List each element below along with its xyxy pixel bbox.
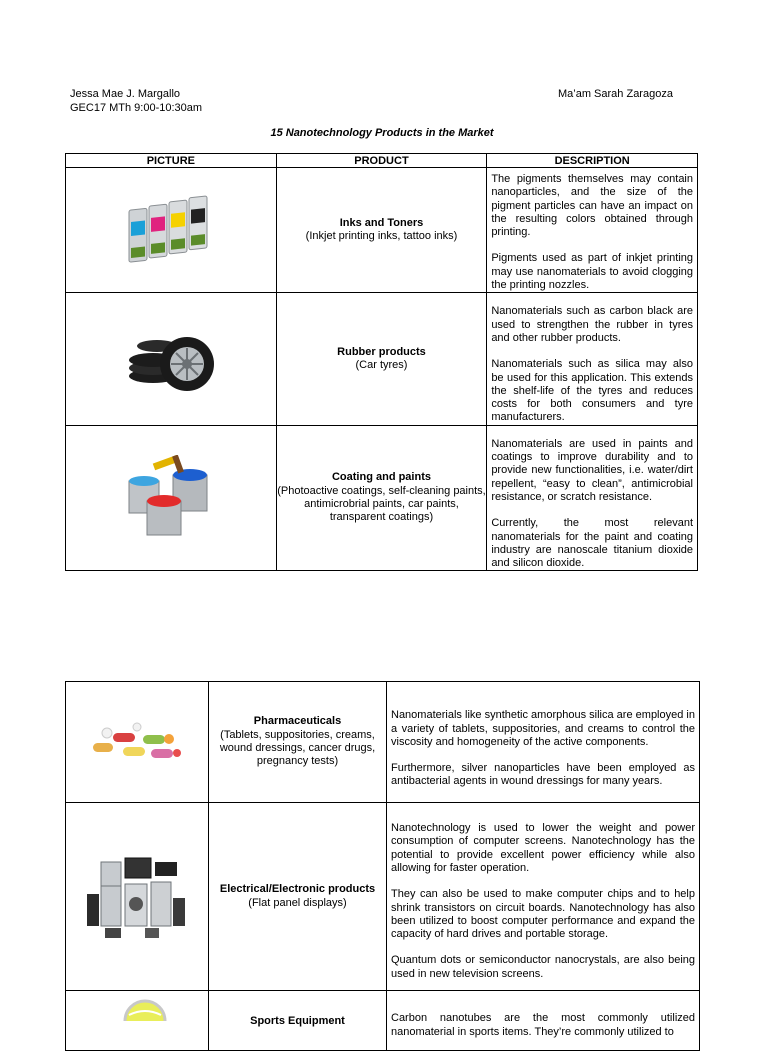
description-paragraph: Currently, the most relevant nanomaterials for the paint and coating industry are nanoscale titanium dioxide and silicon dioxide. bbox=[491, 517, 693, 570]
product-name: Inks and Toners bbox=[339, 216, 424, 229]
tennis-ball-icon bbox=[97, 991, 177, 1021]
product-cell bbox=[276, 425, 487, 571]
description-paragraph: Nanomaterials are used in paints and coatings to improve durability and to provide new functionalities, i.e. water/dirt repellent, “easy to clean”, antimicrobial resistance, or scratch resistance. bbox=[491, 437, 693, 503]
description-paragraph: Furthermore, silver nanoparticles have been employed as antibacterial agents in wound dressings for many years. bbox=[391, 762, 695, 788]
description-paragraph: Carbon nanotubes are the most commonly utilized nanomaterial in sports items. They’re commonly utilized to bbox=[391, 1012, 695, 1038]
product-subtitle: (Flat panel displays) bbox=[248, 896, 347, 909]
product-cell bbox=[276, 293, 487, 425]
description-paragraph: Nanomaterials such as carbon black are used to strengthen the rubber in tyres and other rubber products. bbox=[491, 305, 693, 344]
description-paragraph: The pigments themselves may contain nanoparticles, and the size of the pigment particles can have an impact on the resulting colors obtained through printing. bbox=[491, 173, 693, 239]
picture-cell bbox=[66, 425, 277, 571]
product-subtitle: (Tablets, suppositories, creams, wound dressings, cancer drugs, pregnancy tests) bbox=[219, 728, 376, 768]
product-subtitle: (Car tyres) bbox=[355, 359, 408, 372]
product-name: Electrical/Electronic products bbox=[219, 883, 376, 896]
picture-column-header: PICTURE bbox=[66, 154, 277, 168]
picture-cell bbox=[66, 682, 209, 803]
description-paragraph: Nanotechnology is used to lower the weight and power consumption of computer screens. Nanotechnology has the potential to provide excellent power efficiency while also allowing for faster operation. bbox=[391, 822, 695, 874]
description-paragraph: Quantum dots or semiconductor nanocrystals, are also being used in new television screens. bbox=[391, 954, 695, 980]
description-cell bbox=[387, 682, 700, 803]
description-paragraph: Pigments used as part of inkjet printing may use nanomaterials to avoid clogging the printing nozzles. bbox=[491, 252, 693, 292]
product-name: Coating and paints bbox=[331, 471, 431, 484]
product-name: Pharmaceuticals bbox=[253, 715, 342, 728]
product-column-header: PRODUCT bbox=[276, 154, 487, 168]
appliances-icon bbox=[85, 854, 189, 940]
student-name: Jessa Mae J. Margallo bbox=[70, 88, 181, 100]
table-row bbox=[66, 293, 698, 425]
picture-cell bbox=[66, 803, 209, 991]
description-paragraph: Nanomaterials like synthetic amorphous silica are employed in a variety of tablets, suppositories, and creams to control the viscosity and homogeneity of the active components. bbox=[391, 709, 695, 748]
description-column-header: DESCRIPTION bbox=[487, 154, 698, 168]
table-row bbox=[66, 425, 698, 571]
description-cell bbox=[487, 425, 698, 571]
product-cell bbox=[209, 991, 387, 1051]
instructor-name: Ma’am Sarah Zaragoza bbox=[558, 88, 673, 100]
tyres-icon bbox=[123, 324, 219, 394]
pills-icon bbox=[87, 717, 187, 767]
ink-cartridges-icon bbox=[121, 189, 221, 271]
products-table-page-1 bbox=[65, 153, 698, 571]
product-cell bbox=[209, 682, 387, 803]
paint-cans-icon bbox=[123, 455, 219, 541]
product-subtitle: (Photoactive coatings, self-cleaning paints, antimicrobrial paints, car paints, transparent coatings) bbox=[277, 484, 486, 524]
table-row bbox=[66, 682, 700, 803]
products-table-page-2 bbox=[65, 681, 700, 1051]
product-name: Sports Equipment bbox=[250, 1015, 345, 1027]
picture-cell bbox=[66, 991, 209, 1051]
class-schedule: GEC17 MTh 9:00-10:30am bbox=[70, 102, 203, 114]
description-cell bbox=[387, 991, 700, 1051]
document-title: 15 Nanotechnology Products in the Market bbox=[270, 127, 494, 139]
picture-cell bbox=[66, 168, 277, 293]
description-paragraph: Nanomaterials such as silica may also be used for this application. This extends the shelf-life of the tyres and reduces costs for both consumers and tyre manufacturers. bbox=[491, 358, 693, 424]
author-block bbox=[70, 87, 202, 115]
table-header-row bbox=[66, 154, 698, 168]
product-cell bbox=[276, 168, 487, 293]
table-row bbox=[66, 168, 698, 293]
description-cell bbox=[387, 803, 700, 991]
description-paragraph: They can also be used to make computer chips and to help shrink transistors on circuit boards. Nanotechnology has also been utilized to boost computer performance and expand the capacity of hard drives and portable storage. bbox=[391, 888, 695, 941]
description-cell bbox=[487, 168, 698, 293]
picture-cell bbox=[66, 293, 277, 425]
product-subtitle: (Inkjet printing inks, tattoo inks) bbox=[305, 230, 458, 243]
table-row bbox=[66, 803, 700, 991]
product-name: Rubber products bbox=[337, 345, 426, 358]
product-cell bbox=[209, 803, 387, 991]
description-cell bbox=[487, 293, 698, 425]
table-row bbox=[66, 991, 700, 1051]
